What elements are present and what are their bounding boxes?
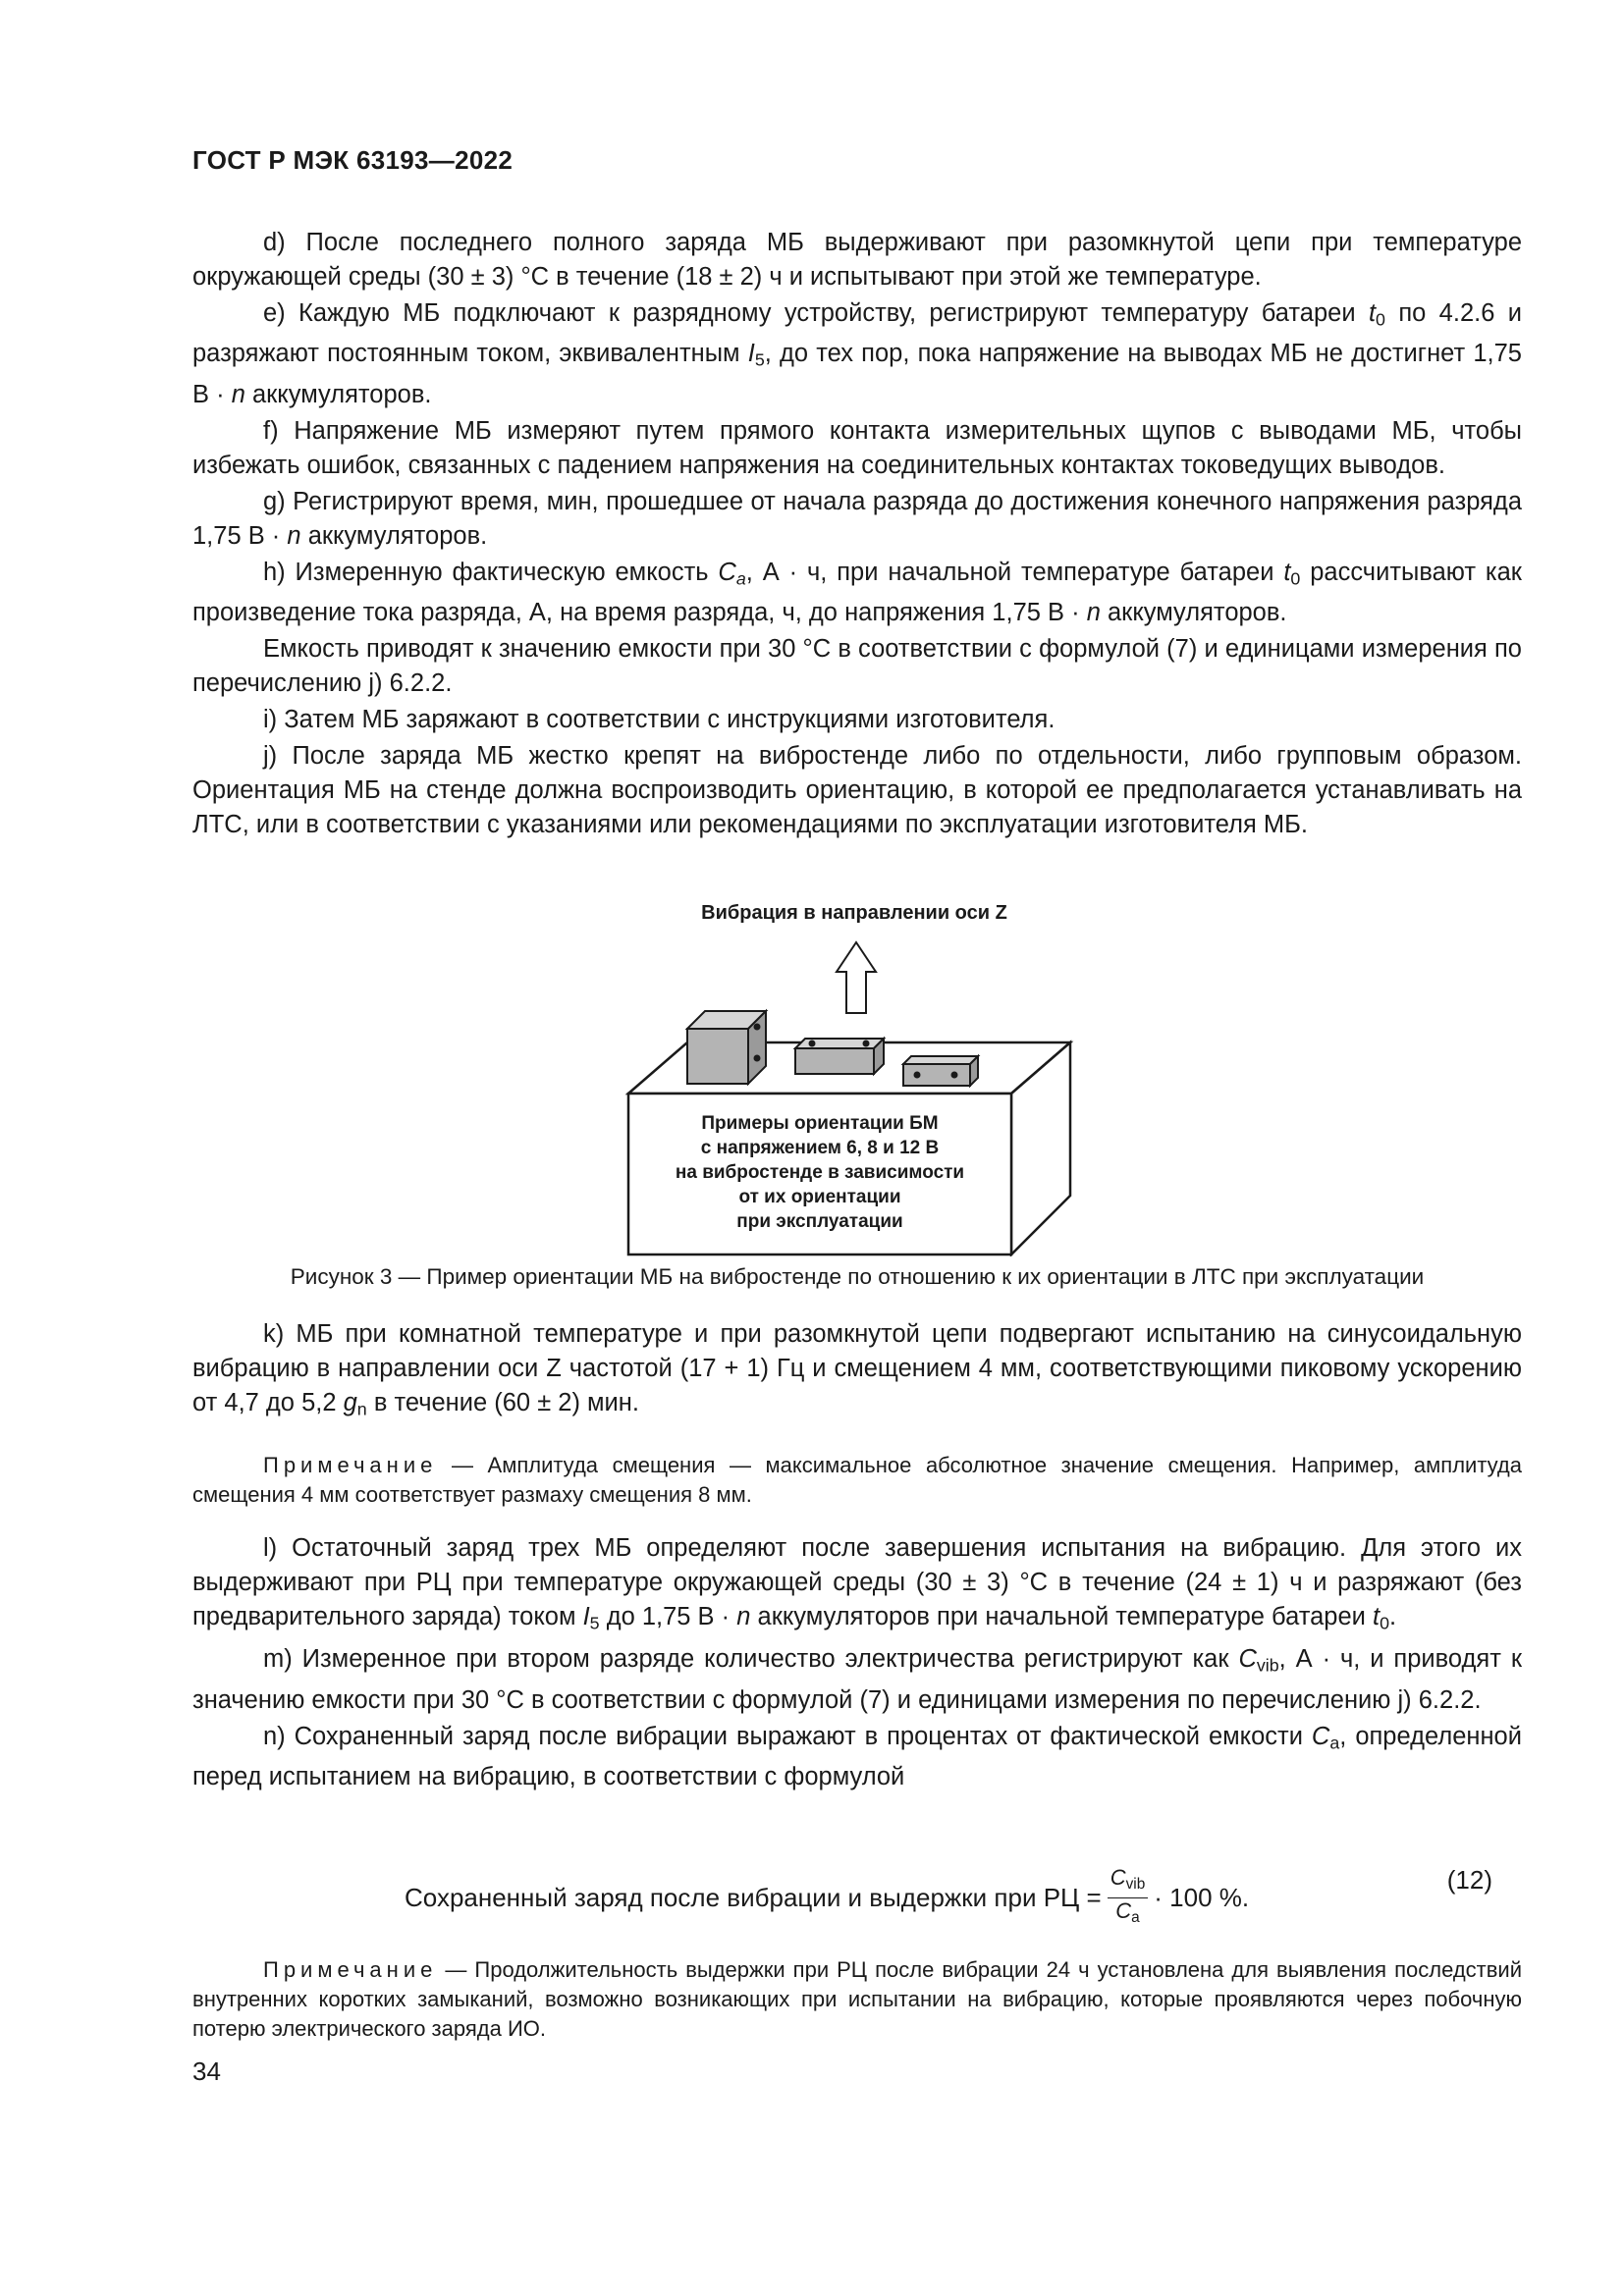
figure-arrow-label: Вибрация в направлении оси Z bbox=[701, 902, 1007, 924]
up-arrow-icon bbox=[837, 942, 876, 1013]
battery-small bbox=[903, 1056, 978, 1086]
formula-denominator: $C_a$ bbox=[1115, 1897, 1140, 1926]
formula-12 bbox=[192, 1851, 1522, 1926]
paragraphs-bottom bbox=[192, 1317, 1522, 1428]
note-displacement: Примечание — Амплитуда смещения — максимальное абсолютное значение смещения. Например, амплитуда смещения 4 мм соответствует размаху смещения 8 мм. bbox=[192, 1453, 1523, 1507]
paragraph-l: l) Остаточный заряд трех МБ определяют после завершения испытания на вибрацию. Для этого их выдерживают при РЦ при температуре окружающей среды (30 ± 3) °С в течение (24 ± 1) ч и разряжают (без предварительного заряда) током $I_5$ до 1,75 В · n аккумуляторов при начальной температуре батареи $t_0$. bbox=[192, 1534, 1522, 1633]
paragraph-j: j) После заряда МБ жестко крепят на вибростенде либо по отдельности, либо групповым образом. Ориентация МБ на стенде должна воспроизводить ориентацию, в которой ее предполагается устанавливать на ЛТС, или в соответствии с указаниями или рекомендациями по эксплуатации изготовителя МБ. bbox=[192, 742, 1522, 839]
paragraph-capacity: Емкость приводят к значению емкости при 30 °С в соответствии с формулой (7) и единицами измерения по перечислению j) 6.2.2. bbox=[192, 635, 1522, 698]
paragraphs-top bbox=[192, 226, 1522, 844]
paragraph-h: h) Измеренную фактическую емкость $C_a$, А · ч, при начальной температуре батареи $t_0$ рассчитывают как произведение тока разряда, А, на время разряда, ч, до напряжения 1,75 В · n аккумуляторов. bbox=[192, 558, 1522, 627]
paragraph-f: f) Напряжение МБ измеряют путем прямого контакта измерительных щупов с выводами МБ, чтобы избежать ошибок, связанных с падением напряжения на соединительных контактах токоведущих выводов. bbox=[192, 416, 1522, 479]
paragraph-e: e) Каждую МБ подключают к разрядному устройству, регистрируют температуру батареи $t_0$ по 4.2.6 и разряжают постоянным током, эквивалентным $I_5$, до тех пор, пока напряжение на выводах МБ не достигнет 1,75 В · n аккумуляторов. bbox=[192, 299, 1522, 408]
formula-lhs: Сохраненный заряд после вибрации и выдержки при РЦ = bbox=[405, 1882, 1102, 1912]
paragraph-n: n) Сохраненный заряд после вибрации выражают в процентах от фактической емкости $C_a$, определенной перед испытанием на вибрацию, в соответствии с формулой bbox=[192, 1722, 1522, 1791]
note-vibration-hold: Примечание — Продолжительность выдержки при РЦ после вибрации 24 ч установлена для выявления последствий внутренних коротких замыканий, возможно возникающих при испытании на вибрацию, которые проявляются через побочную потерю электрического заряда ИО. bbox=[192, 1957, 1522, 2041]
formula-expression bbox=[405, 1865, 1249, 1931]
battery-medium bbox=[795, 1039, 884, 1074]
paragraph-d: d) После последнего полного заряда МБ выдерживают при разомкнутой цепи при температуре окружающей среды (30 ± 3) °С в течение (18 ± 2) ч и испытывают при этой же температуре. bbox=[192, 229, 1522, 291]
formula-rhs: · 100 %. bbox=[1154, 1882, 1250, 1912]
box-line-1: Примеры ориентации БМ bbox=[701, 1113, 939, 1134]
formula-number: (12) bbox=[1446, 1865, 1492, 1895]
paragraph-i: i) Затем МБ заряжают в соответствии с инструкциями изготовителя. bbox=[263, 706, 1056, 734]
box-line-2: с напряжением 6, 8 и 12 В bbox=[700, 1138, 940, 1158]
paragraphs-bottom-2 bbox=[192, 1531, 1522, 1796]
paragraph-k: k) МБ при комнатной температуре и при разомкнутой цепи подвергают испытанию на синусоидальную вибрацию в направлении оси Z частотой (17 + 1) Гц и смещением 4 мм, соответствующими пиковому ускорению от 4,7 до 5,2 $g_n$ в течение (60 ± 2) мин. bbox=[192, 1320, 1522, 1419]
page-number: 34 bbox=[192, 2056, 221, 2086]
paragraph-m: m) Измеренное при втором разряде количество электричества регистрируют как $C_{vib}$, А · ч, и приводят к значению емкости при 30 °С в соответствии с формулой (7) и единицами измерения по перечислению j) 6.2.2. bbox=[192, 1645, 1522, 1714]
paragraph-g: g) Регистрируют время, мин, прошедшее от начала разряда до достижения конечного напряжения разряда 1,75 В · n аккумуляторов. bbox=[192, 487, 1522, 550]
figure-caption: Рисунок 3 — Пример ориентации МБ на вибростенде по отношению к их ориентации в ЛТС при эксплуатации bbox=[290, 1264, 1425, 1289]
battery-large bbox=[687, 1011, 766, 1084]
formula-fraction bbox=[1108, 1865, 1149, 1931]
box-line-5: при эксплуатации bbox=[736, 1211, 903, 1232]
document-header: ГОСТ Р МЭК 63193—2022 bbox=[192, 145, 514, 175]
box-line-3: на вибростенде в зависимости bbox=[675, 1162, 965, 1183]
formula-numerator: $C_{vib}$ bbox=[1108, 1865, 1149, 1898]
figure-3-vibration-diagram bbox=[609, 883, 1119, 1256]
box-line-4: от их ориентации bbox=[738, 1187, 901, 1207]
